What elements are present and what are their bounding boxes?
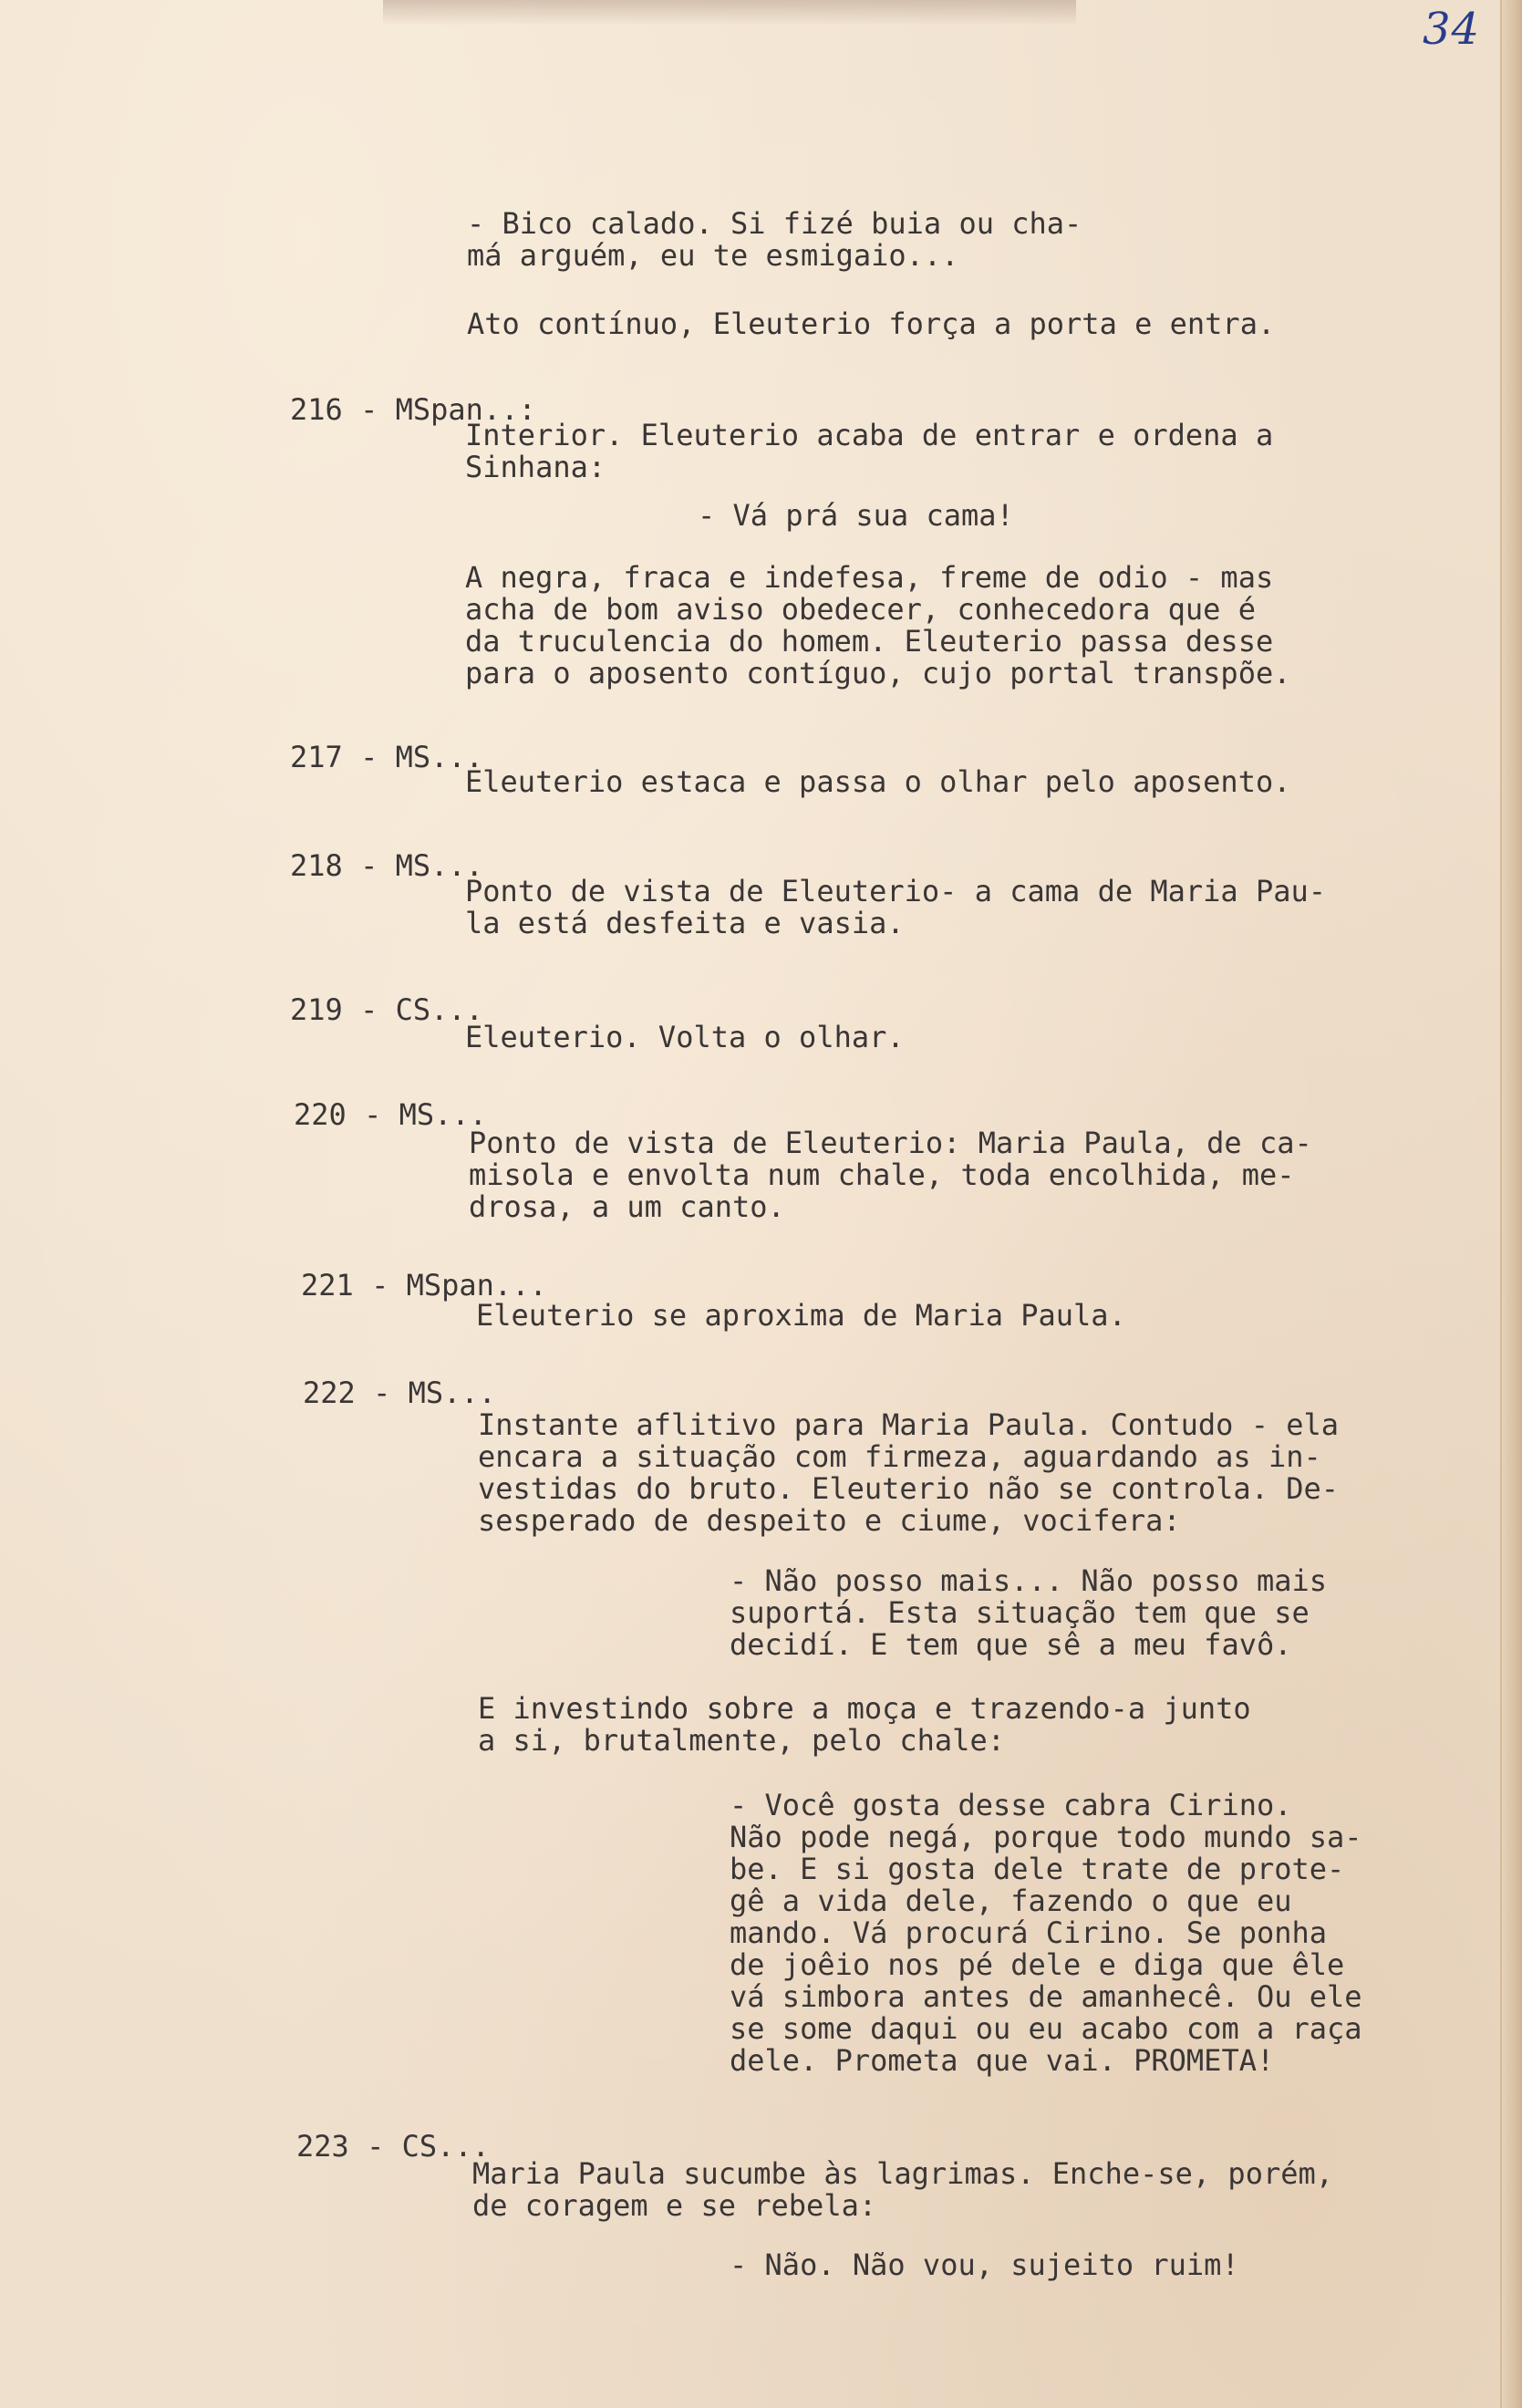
action-line: E investindo sobre a moça e trazendo-a junto bbox=[478, 1691, 1251, 1726]
dialogue-line: vá simbora antes de amanhecê. Ou ele bbox=[730, 1979, 1362, 2014]
action-line: drosa, a um canto. bbox=[469, 1189, 785, 1224]
dialogue-line: má arguém, eu te esmigaio... bbox=[467, 238, 959, 273]
scene-header: 219 - CS... bbox=[290, 992, 483, 1027]
scene-header: 223 - CS... bbox=[296, 2129, 490, 2164]
action-line: Eleuterio estaca e passa o olhar pelo aposento. bbox=[465, 764, 1291, 799]
action-line: Eleuterio. Volta o olhar. bbox=[465, 1020, 905, 1054]
action-line: Interior. Eleuterio acaba de entrar e ordena a bbox=[465, 418, 1274, 452]
action-line: Ato contínuo, Eleuterio força a porta e entra. bbox=[467, 306, 1276, 341]
action-line: encara a situação com firmeza, aguardando as in- bbox=[478, 1439, 1321, 1474]
scene-header: 221 - MSpan... bbox=[301, 1268, 547, 1303]
action-line: sesperado de despeito e ciume, vocifera: bbox=[478, 1503, 1181, 1538]
dialogue-line: - Vá prá sua cama! bbox=[698, 498, 1014, 533]
action-line: de coragem e se rebela: bbox=[472, 2188, 877, 2223]
action-line: A negra, fraca e indefesa, freme de odio - mas bbox=[465, 560, 1274, 595]
scene-header: 217 - MS... bbox=[290, 740, 483, 774]
scene-header: 222 - MS... bbox=[303, 1375, 496, 1410]
action-line: Ponto de vista de Eleuterio: Maria Paula, de ca- bbox=[469, 1126, 1312, 1160]
dialogue-line: suportá. Esta situação tem que se bbox=[730, 1595, 1310, 1630]
action-line: vestidas do bruto. Eleuterio não se controla. De- bbox=[478, 1471, 1340, 1506]
action-line: para o aposento contíguo, cujo portal transpõe. bbox=[465, 656, 1291, 690]
action-line: da truculencia do homem. Eleuterio passa desse bbox=[465, 624, 1274, 659]
dialogue-line: se some daqui ou eu acabo com a raça bbox=[730, 2011, 1362, 2046]
dialogue-line: mando. Vá procurá Cirino. Se ponha bbox=[730, 1915, 1328, 1950]
dialogue-line: - Você gosta desse cabra Cirino. bbox=[730, 1788, 1292, 1822]
action-line: a si, brutalmente, pelo chale: bbox=[478, 1723, 1005, 1758]
dialogue-line: decidí. E tem que sê a meu favô. bbox=[730, 1627, 1292, 1662]
action-line: Sinhana: bbox=[465, 450, 606, 484]
dialogue-line: gê a vida dele, fazendo o que eu bbox=[730, 1884, 1292, 1918]
action-line: Eleuterio se aproxima de Maria Paula. bbox=[476, 1298, 1126, 1333]
dialogue-line: be. E si gosta dele trate de prote- bbox=[730, 1852, 1345, 1886]
scene-header: 218 - MS... bbox=[290, 848, 483, 883]
dialogue-line: Não pode negá, porque todo mundo sa- bbox=[730, 1820, 1362, 1854]
action-line: Ponto de vista de Eleuterio- a cama de Maria Pau- bbox=[465, 874, 1327, 908]
page-number: 34 bbox=[1423, 4, 1481, 55]
page-edge bbox=[1500, 0, 1522, 2408]
dialogue-line: - Bico calado. Si fizé buia ou cha- bbox=[467, 206, 1082, 241]
dialogue-line: de joêio nos pé dele e diga que êle bbox=[730, 1947, 1345, 1982]
action-line: Maria Paula sucumbe às lagrimas. Enche-se, porém, bbox=[472, 2156, 1334, 2191]
dialogue-line: dele. Prometa que vai. PROMETA! bbox=[730, 2043, 1275, 2078]
scene-header: 216 - MSpan..: bbox=[290, 392, 536, 427]
dialogue-line: - Não posso mais... Não posso mais bbox=[730, 1563, 1328, 1598]
paper-stain bbox=[383, 0, 1076, 26]
action-line: acha de bom aviso obedecer, conhecedora que é bbox=[465, 592, 1256, 627]
action-line: misola e envolta num chale, toda encolhida, me- bbox=[469, 1157, 1295, 1192]
scene-header: 220 - MS... bbox=[294, 1097, 487, 1132]
action-line: la está desfeita e vasia. bbox=[465, 906, 905, 940]
dialogue-line: - Não. Não vou, sujeito ruim! bbox=[730, 2247, 1239, 2282]
action-line: Instante aflitivo para Maria Paula. Contudo - ela bbox=[478, 1407, 1340, 1442]
